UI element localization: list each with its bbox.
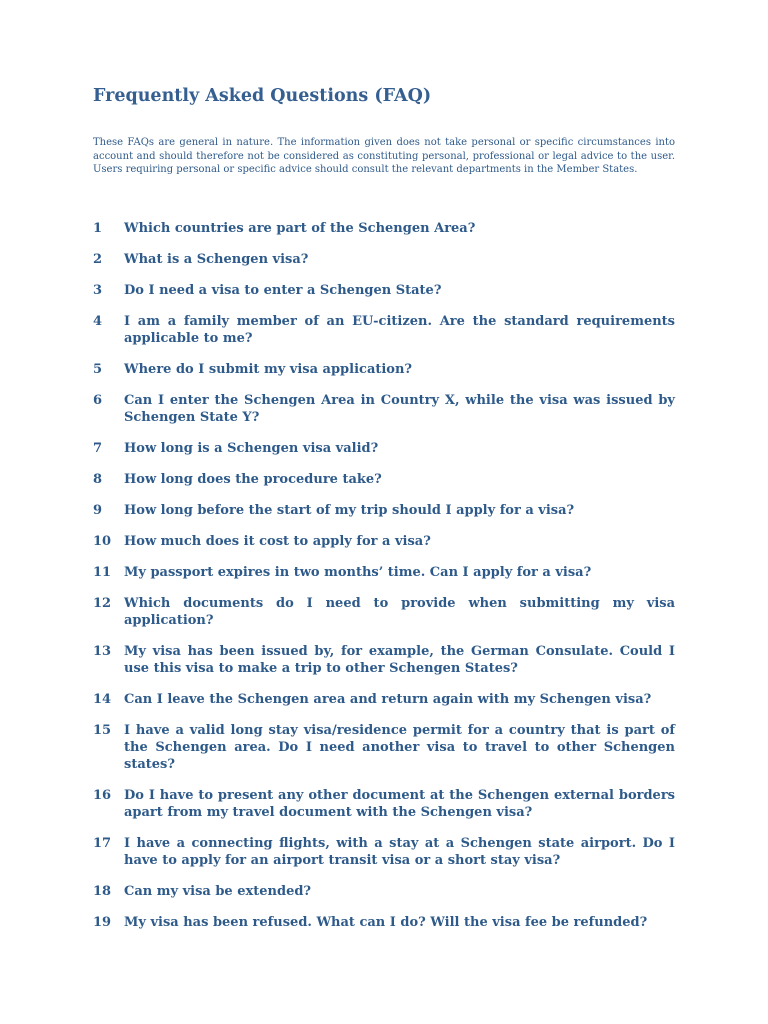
question-text: How much does it cost to apply for a visa? — [124, 534, 431, 549]
question-text: Where do I submit my visa application? — [124, 362, 413, 377]
question-text: Can I enter the Schengen Area in Country X, while the visa was issued by Schengen State Y? — [124, 393, 675, 425]
faq-question — [93, 361, 675, 378]
faq-question — [93, 251, 675, 268]
question-number: 8 — [93, 472, 103, 487]
faq-question-list — [93, 220, 675, 945]
faq-question — [93, 471, 675, 488]
question-number: 12 — [93, 596, 112, 611]
question-number: 7 — [93, 441, 103, 456]
page-title: Frequently Asked Questions (FAQ) — [93, 86, 432, 106]
question-number: 4 — [93, 314, 103, 329]
faq-question — [93, 595, 675, 629]
faq-question — [93, 914, 675, 931]
question-text: My passport expires in two months’ time. Can I apply for a visa? — [124, 565, 592, 580]
question-text: How long does the procedure take? — [124, 472, 382, 487]
question-number: 15 — [93, 723, 112, 738]
question-number: 9 — [93, 503, 103, 518]
question-text: How long before the start of my trip should I apply for a visa? — [124, 503, 575, 518]
faq-question — [93, 313, 675, 347]
question-text: What is a Schengen visa? — [124, 252, 309, 267]
question-text: My visa has been issued by, for example, the German Consulate. Could I use this visa to make a trip to other Schengen States? — [124, 644, 675, 676]
question-text: I am a family member of an EU-citizen. Are the standard requirements applicable to me? — [124, 314, 675, 346]
question-text: Which countries are part of the Schengen Area? — [124, 221, 476, 236]
faq-question — [93, 533, 675, 550]
faq-question — [93, 722, 675, 773]
question-text: Can my visa be extended? — [124, 884, 312, 899]
question-number: 5 — [93, 362, 103, 377]
question-number: 10 — [93, 534, 112, 549]
question-text: My visa has been refused. What can I do? Will the visa fee be refunded? — [124, 915, 648, 930]
question-number: 14 — [93, 692, 112, 707]
faq-question — [93, 883, 675, 900]
disclaimer-paragraph: These FAQs are general in nature. The information given does not take personal or specific circumstances into account and should therefore not be considered as constituting personal, professional or legal advice to the user. Users requiring personal or specific advice should consult the relevant departments in the Member States. — [93, 137, 675, 175]
question-text: I have a valid long stay visa/residence permit for a country that is part of the Schengen area. Do I need another visa to travel to other Schengen states? — [124, 723, 675, 772]
question-text: Which documents do I need to provide when submitting my visa application? — [124, 596, 675, 628]
question-number: 1 — [93, 221, 103, 236]
question-number: 19 — [93, 915, 112, 930]
faq-question — [93, 643, 675, 677]
question-text: Do I have to present any other document at the Schengen external borders apart from my travel document with the Schengen visa? — [124, 788, 675, 820]
question-number: 17 — [93, 836, 112, 851]
faq-question — [93, 691, 675, 708]
faq-question — [93, 220, 675, 237]
question-number: 16 — [93, 788, 112, 803]
question-number: 6 — [93, 393, 103, 408]
faq-question — [93, 835, 675, 869]
question-text: I have a connecting flights, with a stay at a Schengen state airport. Do I have to apply for an airport transit visa or a short stay visa? — [124, 836, 675, 868]
question-text: Do I need a visa to enter a Schengen State? — [124, 283, 442, 298]
question-number: 3 — [93, 283, 103, 298]
faq-question — [93, 392, 675, 426]
question-number: 11 — [93, 565, 112, 580]
faq-question — [93, 787, 675, 821]
question-text: How long is a Schengen visa valid? — [124, 441, 379, 456]
question-text: Can I leave the Schengen area and return again with my Schengen visa? — [124, 692, 652, 707]
question-number: 18 — [93, 884, 112, 899]
faq-question — [93, 440, 675, 457]
question-number: 13 — [93, 644, 112, 659]
faq-question — [93, 282, 675, 299]
faq-question — [93, 502, 675, 519]
faq-question — [93, 564, 675, 581]
question-number: 2 — [93, 252, 103, 267]
